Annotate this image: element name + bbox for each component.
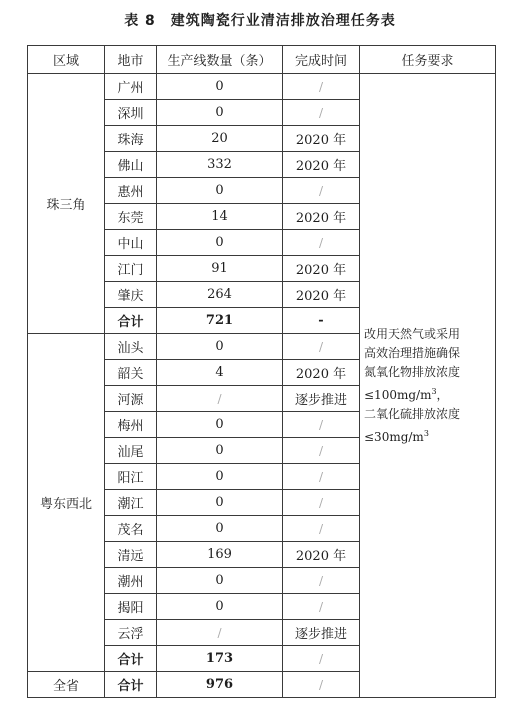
count-cell: /	[157, 620, 283, 646]
city-cell: 汕尾	[105, 438, 157, 464]
time-cell: /	[283, 464, 360, 490]
time-cell: /	[283, 646, 360, 672]
time-cell: 2020 年	[283, 256, 360, 282]
time-cell: -	[283, 308, 360, 334]
time-cell: 2020 年	[283, 204, 360, 230]
city-cell: 惠州	[105, 178, 157, 204]
header-time: 完成时间	[283, 46, 360, 74]
requirement-line	[364, 424, 491, 447]
time-cell: /	[283, 672, 360, 698]
time-cell: 逐步推进	[283, 386, 360, 412]
province-cell: 全省	[28, 672, 105, 698]
count-cell: 721	[157, 308, 283, 334]
task-table	[27, 45, 496, 698]
count-cell: /	[157, 386, 283, 412]
city-cell: 清远	[105, 542, 157, 568]
time-cell: /	[283, 568, 360, 594]
city-cell: 阳江	[105, 464, 157, 490]
unit-superscript: 3	[431, 386, 437, 396]
time-cell: 2020 年	[283, 126, 360, 152]
time-cell: /	[283, 178, 360, 204]
nox-limit: ≤100mg/m	[364, 387, 432, 402]
city-cell: 合计	[105, 308, 157, 334]
time-cell: /	[283, 490, 360, 516]
header-row	[28, 46, 496, 74]
count-cell: 20	[157, 126, 283, 152]
time-cell: /	[283, 74, 360, 100]
header-count: 生产线数量（条）	[157, 46, 283, 74]
city-cell: 梅州	[105, 412, 157, 438]
time-cell: 2020 年	[283, 542, 360, 568]
city-cell: 江门	[105, 256, 157, 282]
time-cell: /	[283, 438, 360, 464]
table-title: 表 8 建筑陶瓷行业清洁排放治理任务表	[124, 13, 396, 29]
city-cell: 广州	[105, 74, 157, 100]
time-cell: /	[283, 516, 360, 542]
time-cell: 逐步推进	[283, 620, 360, 646]
header-region: 区域	[28, 46, 105, 74]
city-cell: 中山	[105, 230, 157, 256]
requirement-line	[364, 382, 491, 405]
time-cell: /	[283, 334, 360, 360]
count-cell: 0	[157, 464, 283, 490]
time-cell: 2020 年	[283, 282, 360, 308]
count-cell: 0	[157, 334, 283, 360]
region-cell: 粤东西北	[28, 334, 105, 672]
city-cell: 合计	[105, 646, 157, 672]
requirement-line: 改用天然气或采用	[364, 326, 461, 341]
count-cell: 4	[157, 360, 283, 386]
city-cell: 珠海	[105, 126, 157, 152]
city-cell: 揭阳	[105, 594, 157, 620]
table-body	[28, 74, 496, 698]
time-cell: 2020 年	[283, 152, 360, 178]
header-city: 地市	[105, 46, 157, 74]
header-requirement: 任务要求	[360, 46, 496, 74]
count-cell: 14	[157, 204, 283, 230]
requirement-line: 二氧化硫排放浓度	[364, 406, 461, 421]
time-cell: 2020 年	[283, 360, 360, 386]
time-cell: /	[283, 230, 360, 256]
city-cell: 茂名	[105, 516, 157, 542]
count-cell: 169	[157, 542, 283, 568]
count-cell: 0	[157, 100, 283, 126]
city-cell: 云浮	[105, 620, 157, 646]
city-cell: 深圳	[105, 100, 157, 126]
region-cell: 珠三角	[28, 74, 105, 334]
count-cell: 0	[157, 594, 283, 620]
requirement-cell	[360, 74, 496, 698]
city-cell: 佛山	[105, 152, 157, 178]
count-cell: 0	[157, 516, 283, 542]
table-row	[28, 74, 496, 100]
count-cell: 0	[157, 230, 283, 256]
count-cell: 976	[157, 672, 283, 698]
count-cell: 264	[157, 282, 283, 308]
requirement-line: 高效治理措施确保	[364, 345, 461, 360]
city-cell: 潮州	[105, 568, 157, 594]
count-cell: 0	[157, 74, 283, 100]
count-cell: 332	[157, 152, 283, 178]
comma: ，	[436, 387, 449, 402]
requirement-line: 氮氧化物排放浓度	[364, 364, 461, 379]
count-cell: 0	[157, 412, 283, 438]
count-cell: 0	[157, 568, 283, 594]
count-cell: 0	[157, 438, 283, 464]
city-cell: 合计	[105, 672, 157, 698]
time-cell: /	[283, 412, 360, 438]
count-cell: 173	[157, 646, 283, 672]
city-cell: 韶关	[105, 360, 157, 386]
count-cell: 0	[157, 490, 283, 516]
time-cell: /	[283, 100, 360, 126]
time-cell: /	[283, 594, 360, 620]
unit-superscript: 3	[423, 428, 429, 438]
city-cell: 东莞	[105, 204, 157, 230]
so2-limit: ≤30mg/m	[364, 429, 424, 444]
city-cell: 潮江	[105, 490, 157, 516]
city-cell: 汕头	[105, 334, 157, 360]
city-cell: 肇庆	[105, 282, 157, 308]
city-cell: 河源	[105, 386, 157, 412]
count-cell: 91	[157, 256, 283, 282]
count-cell: 0	[157, 178, 283, 204]
